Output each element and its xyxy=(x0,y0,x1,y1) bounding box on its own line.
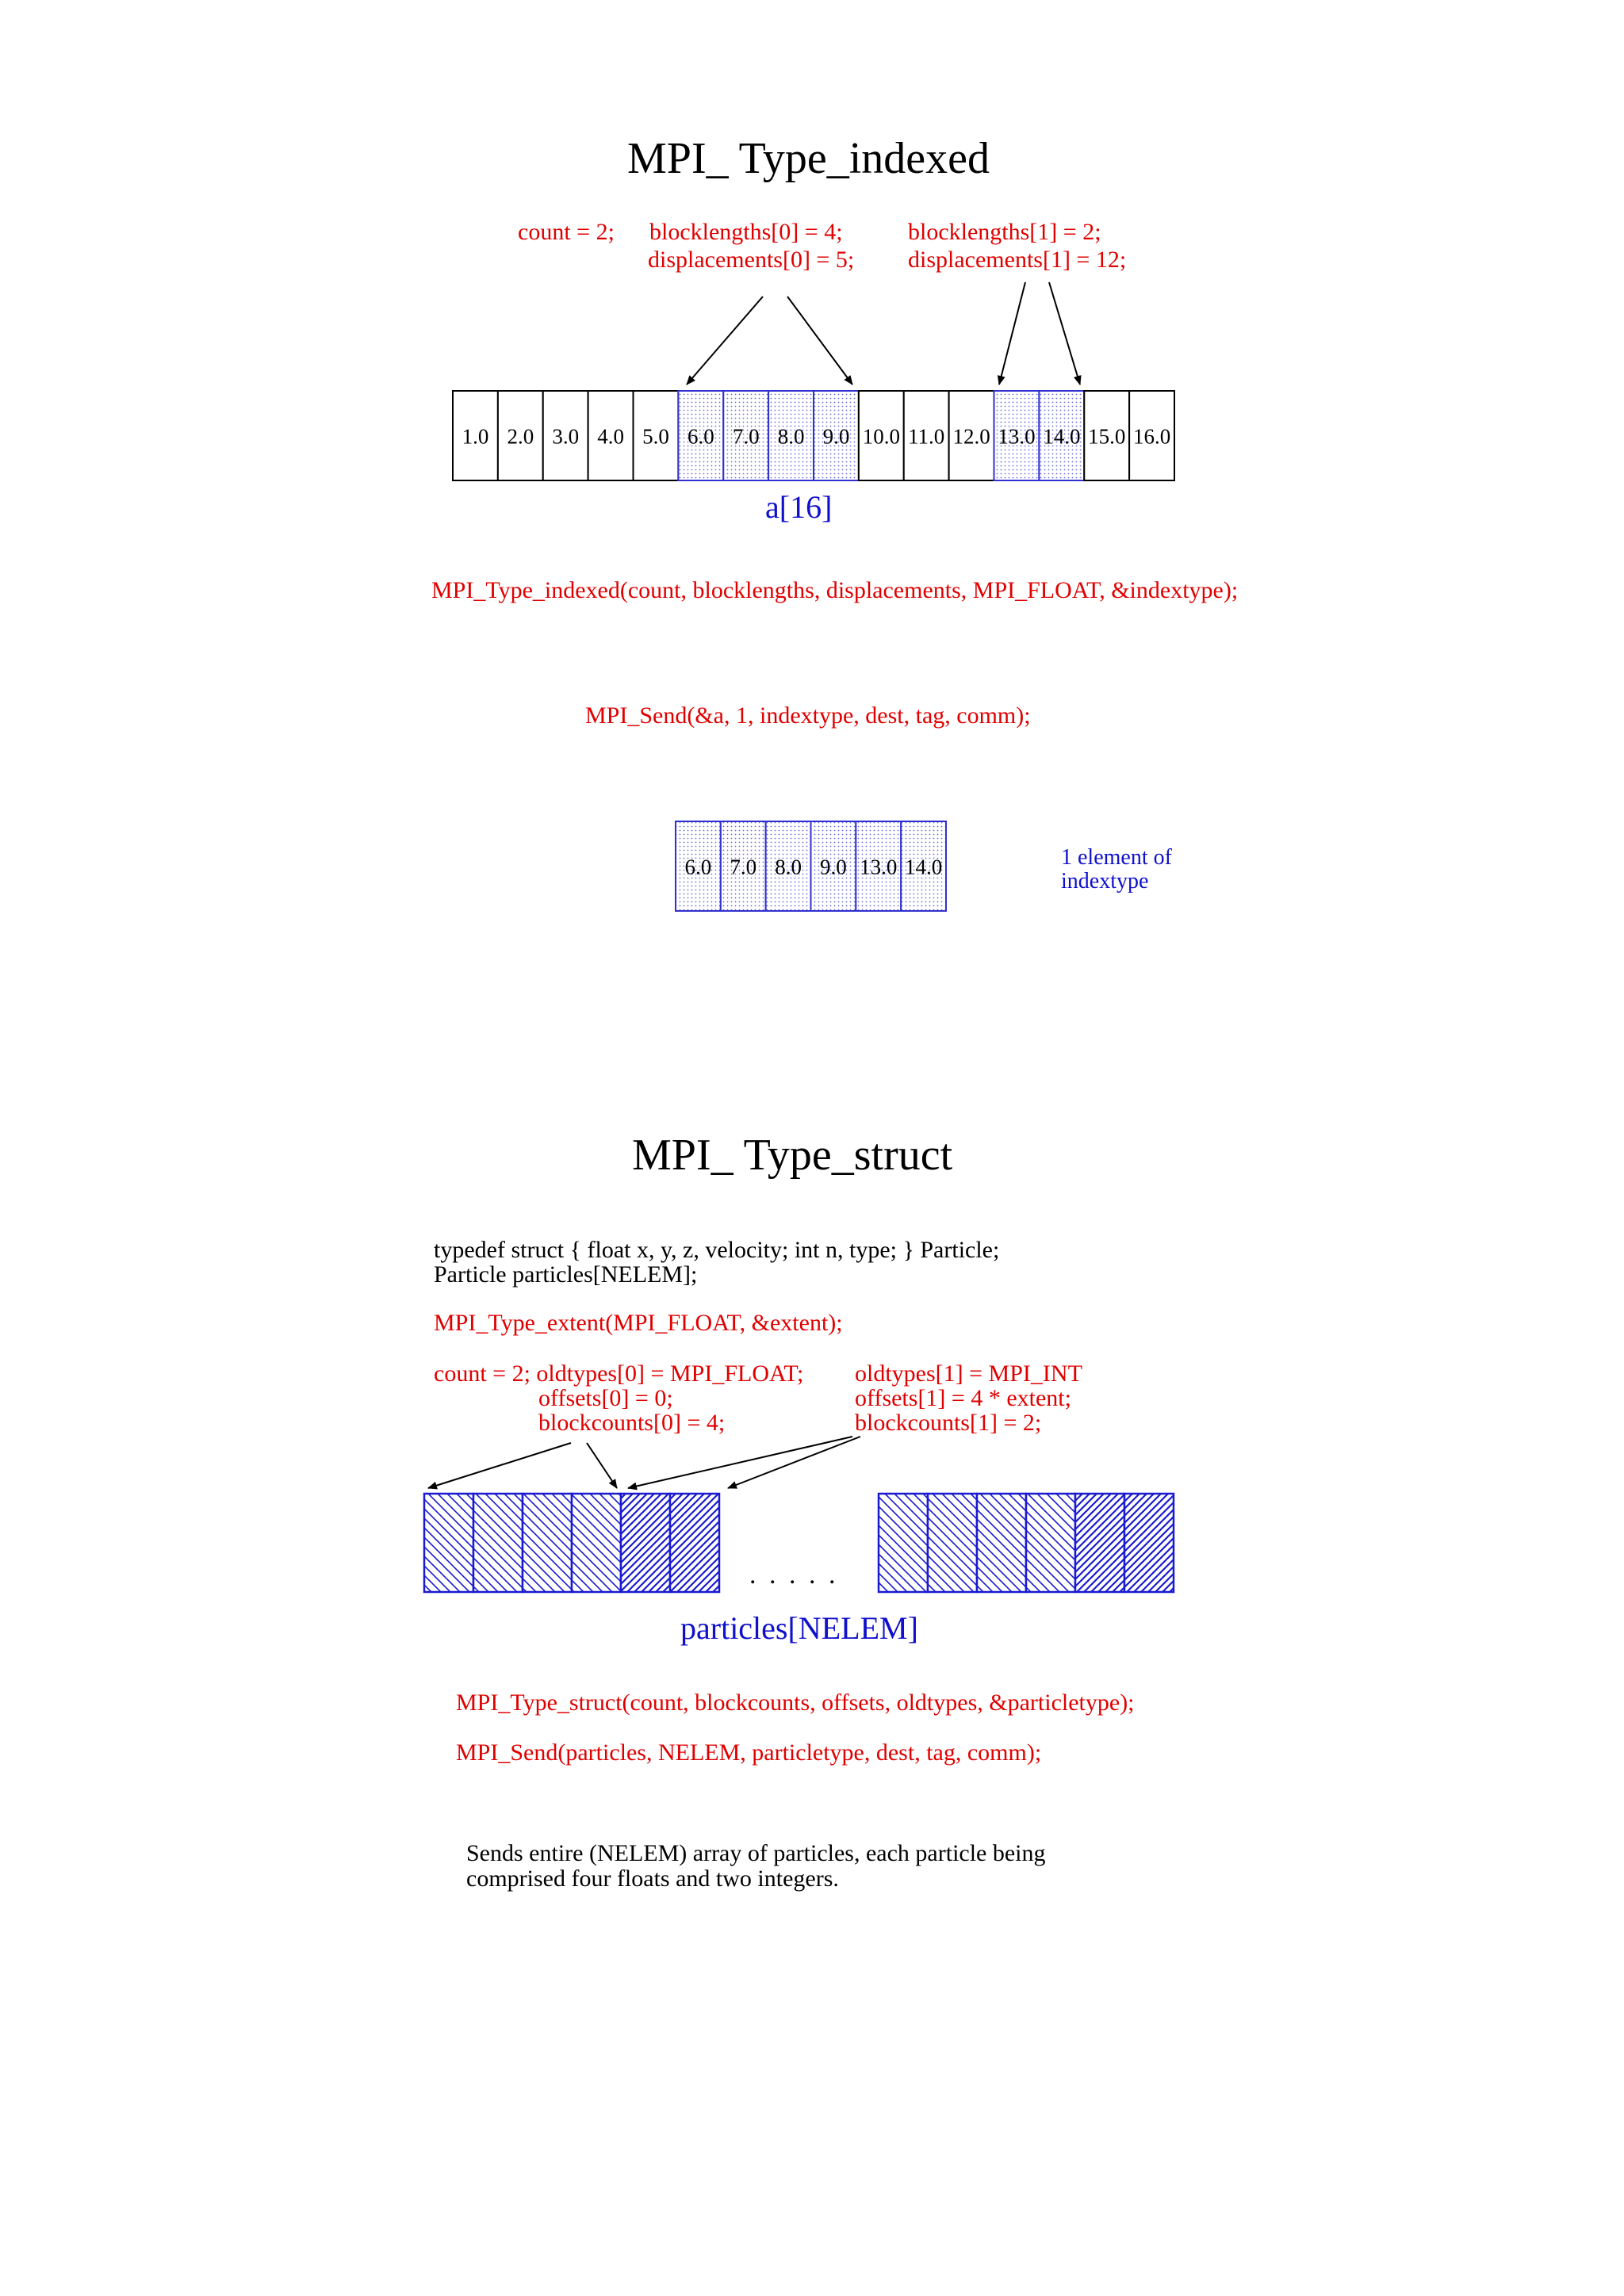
struct-title: MPI_ Type_struct xyxy=(632,1131,953,1180)
arrow-struct-floats-end xyxy=(587,1443,617,1488)
array-cell-label-11: 12.0 xyxy=(952,424,990,449)
result-cell-label-0: 6.0 xyxy=(684,855,712,879)
struct-right-line1: oldtypes[1] = MPI_INT xyxy=(855,1360,1082,1387)
array-cell-label-6: 7.0 xyxy=(732,424,760,449)
typedef-line1: typedef struct { float x, y, z, velocity; int n, type; } Particle; xyxy=(434,1237,1000,1263)
result-note-line1: 1 element of xyxy=(1061,845,1172,870)
particle-last-field-3 xyxy=(1026,1494,1075,1592)
array-cell-label-3: 4.0 xyxy=(597,424,624,449)
particle-first-field-3 xyxy=(572,1494,621,1592)
struct-right-line3: blockcounts[1] = 2; xyxy=(855,1410,1042,1436)
count-label: count = 2; xyxy=(518,219,615,245)
array-cell-label-2: 3.0 xyxy=(552,424,580,449)
typedef-line2: Particle particles[NELEM]; xyxy=(434,1261,698,1288)
array-cell-label-15: 16.0 xyxy=(1132,424,1171,449)
particle-first-field-4 xyxy=(621,1494,670,1592)
struct-right-line2: offsets[1] = 4 * extent; xyxy=(855,1385,1071,1411)
array-cell-label-4: 5.0 xyxy=(642,424,669,449)
arrow-struct-floats-start xyxy=(428,1443,571,1488)
ellipsis: . . . . . xyxy=(749,1560,839,1590)
array-cell-label-13: 14.0 xyxy=(1043,424,1081,449)
arrow-struct-ints-end xyxy=(728,1437,860,1488)
array-cell-label-0: 1.0 xyxy=(462,424,489,449)
array-cell-label-8: 9.0 xyxy=(822,424,850,449)
result-cell-label-5: 14.0 xyxy=(904,855,943,879)
type-struct-call: MPI_Type_struct(count, blockcounts, offsets, oldtypes, &particletype); xyxy=(456,1689,1135,1716)
array-cell-label-7: 8.0 xyxy=(777,424,805,449)
result-cell-label-4: 13.0 xyxy=(860,855,898,879)
result-note-line2: indextype xyxy=(1061,869,1149,894)
array-a-label: a[16] xyxy=(765,489,833,525)
struct-left-line3: blockcounts[0] = 4; xyxy=(538,1410,726,1436)
array-cell-label-5: 6.0 xyxy=(687,424,714,449)
result-cell-label-3: 9.0 xyxy=(820,855,847,879)
result-cell-label-2: 8.0 xyxy=(775,855,802,879)
block1-lengths: blocklengths[1] = 2; xyxy=(908,219,1101,245)
array-cell-label-14: 15.0 xyxy=(1088,424,1126,449)
particles-array-label: particles[NELEM] xyxy=(680,1610,918,1646)
array-cell-label-10: 11.0 xyxy=(908,424,945,449)
send-struct-call: MPI_Send(particles, NELEM, particletype, dest, tag, comm); xyxy=(456,1739,1042,1766)
struct-note-line1: Sends entire (NELEM) array of particles, each particle being xyxy=(466,1840,1046,1866)
struct-note-line2: comprised four floats and two integers. xyxy=(466,1866,839,1892)
send-indexed-call: MPI_Send(&a, 1, indextype, dest, tag, comm); xyxy=(585,702,1031,729)
block0-lengths: blocklengths[0] = 4; xyxy=(649,219,843,245)
array-cell-label-1: 2.0 xyxy=(507,424,534,449)
block0-displacements: displacements[0] = 5; xyxy=(648,247,855,273)
particle-last-field-1 xyxy=(928,1494,977,1592)
particle-last-field-5 xyxy=(1124,1494,1174,1592)
struct-left-line2: offsets[0] = 0; xyxy=(538,1385,673,1411)
particle-last-field-4 xyxy=(1075,1494,1124,1592)
type-indexed-call: MPI_Type_indexed(count, blocklengths, displacements, MPI_FLOAT, &indextype); xyxy=(431,577,1239,603)
particle-first-field-1 xyxy=(473,1494,523,1592)
array-cell-label-9: 10.0 xyxy=(862,424,900,449)
array-cell-label-12: 13.0 xyxy=(998,424,1036,449)
particle-first-field-5 xyxy=(670,1494,719,1592)
arrow-struct-ints-start xyxy=(628,1437,852,1488)
particle-first-field-2 xyxy=(523,1494,572,1592)
struct-left-line1: count = 2; oldtypes[0] = MPI_FLOAT; xyxy=(434,1360,804,1387)
block1-displacements: displacements[1] = 12; xyxy=(908,247,1127,273)
particle-last-field-0 xyxy=(879,1494,928,1592)
particle-last-field-2 xyxy=(977,1494,1026,1592)
extent-call: MPI_Type_extent(MPI_FLOAT, &extent); xyxy=(434,1310,843,1336)
indexed-title: MPI_ Type_indexed xyxy=(627,134,990,183)
particle-first-field-0 xyxy=(424,1494,473,1592)
result-cell-label-1: 7.0 xyxy=(730,855,757,879)
